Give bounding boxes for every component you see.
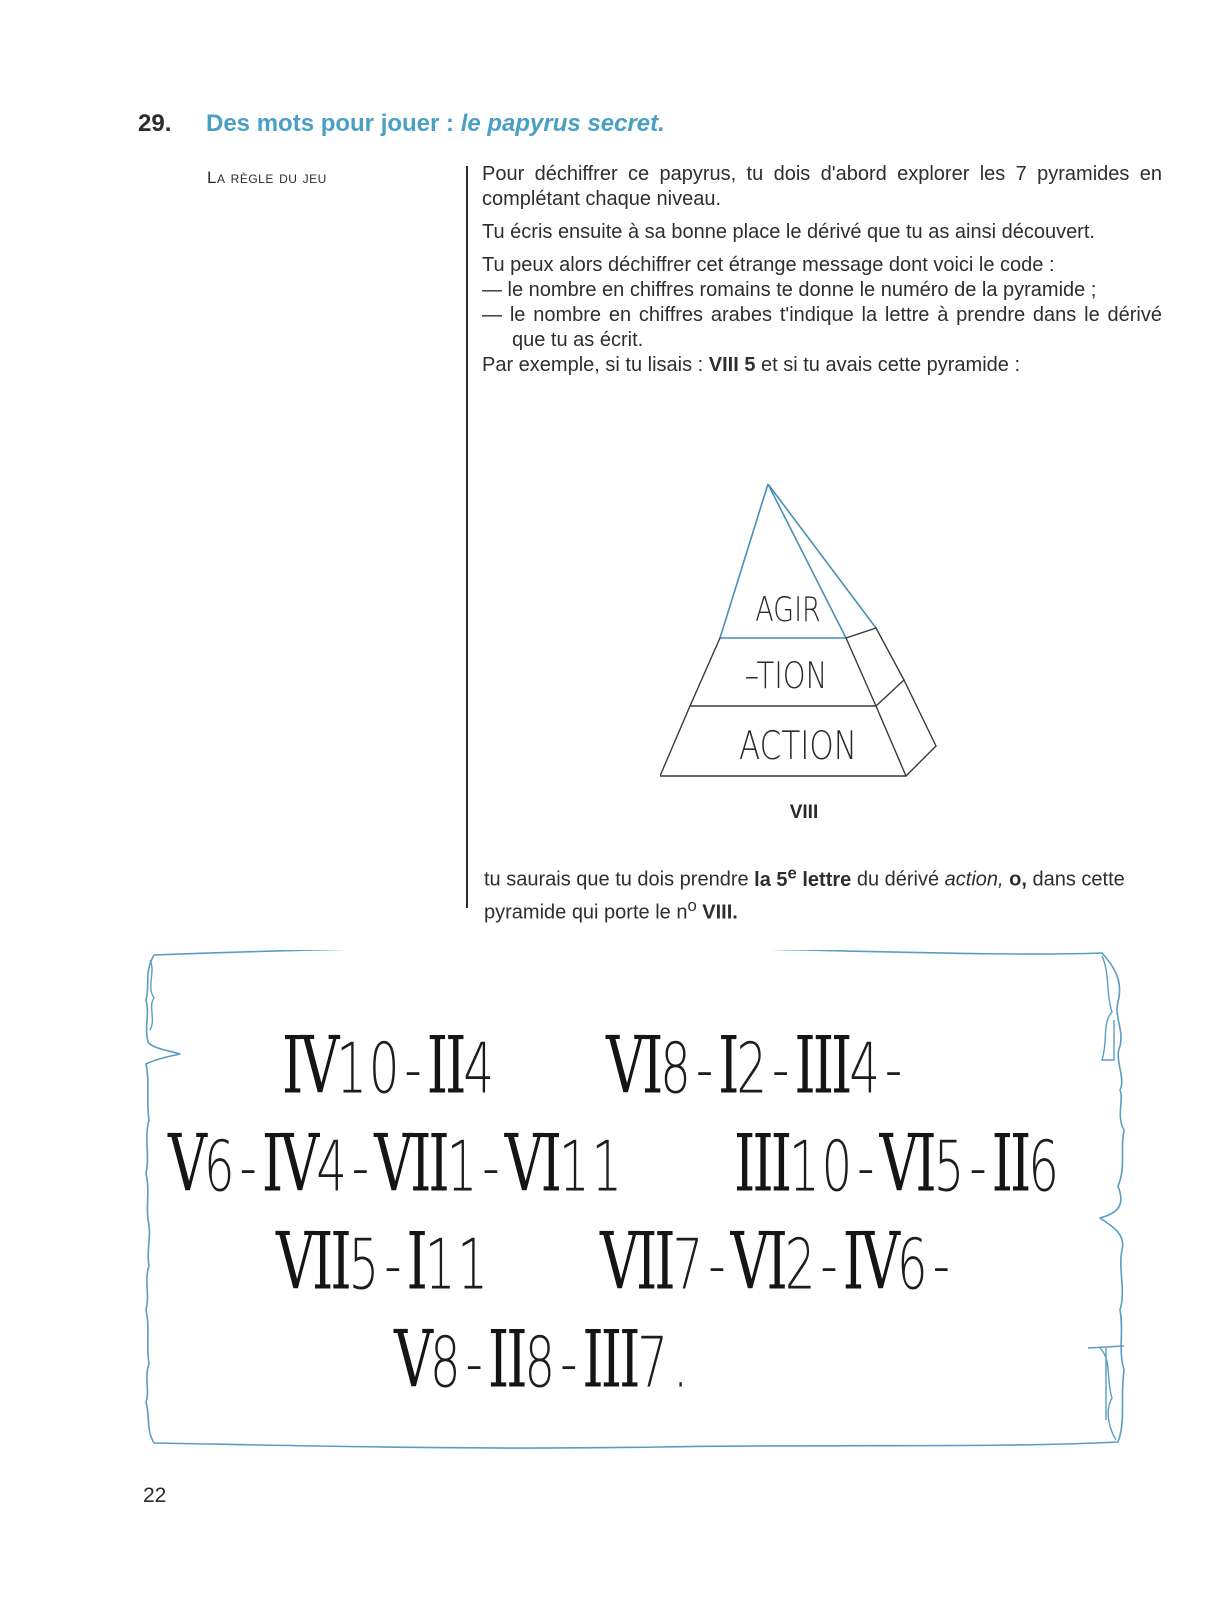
conclusion-answer-letter: o, [1003,868,1027,891]
roman-numeral: VI [879,1118,934,1210]
code-separator: - [772,1028,792,1110]
arabic-number: 4 [316,1126,349,1208]
pyramid-level-top: AGIR [755,591,821,630]
arabic-number: 6 [1028,1126,1061,1208]
conclusion-text [484,860,1164,925]
code-separator: - [482,1126,502,1208]
pyramid-level-bottom: ACTION [739,723,857,769]
arabic-number: 11 [424,1224,490,1306]
code-separator: - [695,1028,716,1110]
page-number: 22 [143,1484,167,1507]
roman-numeral: IV [842,1216,898,1308]
roman-numeral: V [394,1314,430,1406]
roman-numeral: I [406,1216,425,1308]
papyrus-torn-edge-left [150,960,154,1030]
roman-numeral: IV [282,1020,337,1112]
arabic-number: 10 [789,1126,855,1208]
rules-bullet-2: — le nombre en chiffres arabes t'indique la lettre à prendre dans le dérivé que tu as écrit. [482,304,1162,351]
conclusion-number-sign: o [687,895,697,915]
roman-numeral: II [487,1314,525,1406]
code-line-4 [394,1314,693,1405]
roman-numeral: IV [261,1118,317,1210]
code-line-2 [168,1118,1061,1209]
arabic-number: 5 [348,1224,382,1306]
arabic-number: 4 [849,1028,882,1110]
code-separator: - [560,1322,580,1404]
conclusion-derived-word: action, [944,868,1004,891]
conclusion-part-3: dans cette pyramide qui porte le n [484,868,1125,924]
code-separator: - [820,1224,840,1306]
conclusion-pyramid-number: VIII. [696,901,738,924]
roman-numeral: II [426,1020,464,1112]
example-intro: Par exemple, si tu lisais : [482,354,709,376]
code-separator: . [672,1322,691,1404]
roman-numeral: VII [599,1216,673,1308]
rules-paragraph-3: Tu peux alors déchiffrer cet étrange message dont voici le code : [482,254,1055,276]
code-separator: - [239,1126,259,1208]
rules-text [482,162,1162,386]
rules-paragraph-2: Tu écris ensuite à sa bonne place le dérivé que tu as ainsi découvert. [482,221,1095,243]
roman-numeral: II [991,1118,1029,1210]
code-separator: - [384,1224,404,1306]
conclusion-superscript: e [787,863,797,882]
rules-paragraph-1: Pour déchiffrer ce papyrus, tu dois d'abord explorer les 7 pyramides en complétant chaque niveau. [482,163,1162,210]
roman-numeral: III [794,1020,850,1112]
conclusion-part-1: tu saurais que tu dois prendre [484,868,755,891]
arabic-number: 11 [558,1126,625,1208]
code-separator: - [932,1224,952,1306]
code-separator: - [351,1126,372,1208]
conclusion-fifth: la 5 [754,868,788,891]
example-pyramid [660,484,960,824]
code-line-3 [276,1216,955,1307]
code-line-1 [282,1020,907,1111]
arabic-number: 2 [736,1028,770,1110]
arabic-number: 6 [204,1126,237,1208]
roman-numeral: V [168,1118,204,1210]
rules-example [482,353,1162,378]
arabic-number: 8 [524,1322,558,1404]
roman-numeral: VI [605,1020,661,1112]
roman-numeral: III [582,1314,638,1406]
example-outro: et si tu avais cette pyramide : [755,354,1021,376]
papyrus-curl-bottom-right [1088,1346,1124,1440]
exercise-title-italic: le papyrus secret. [460,110,665,137]
code-separator: - [884,1028,905,1110]
column-divider [466,166,468,908]
code-separator: - [465,1322,485,1404]
roman-numeral: VI [504,1118,559,1210]
conclusion-part-2: du dérivé [851,868,945,891]
code-separator: - [708,1224,728,1306]
roman-numeral: I [718,1020,737,1112]
arabic-number: 7 [672,1224,706,1306]
arabic-number: 2 [784,1224,818,1306]
arabic-number: 1 [446,1126,480,1208]
pyramid-number: VIII [789,802,819,823]
arabic-number: 7 [637,1322,670,1404]
papyrus-curl-top-right [1102,956,1114,1060]
exercise-title-text: Des mots pour jouer : [206,110,461,137]
roman-numeral: VII [276,1216,349,1308]
exercise-number: 29. [138,110,172,137]
pyramid-level-middle: –TION [744,654,828,697]
arabic-number: 6 [897,1224,930,1306]
roman-numeral: VI [730,1216,785,1308]
exercise-title [206,110,665,138]
code-separator: - [969,1126,989,1208]
code-separator: - [857,1126,877,1208]
example-code: VIII 5 [708,354,756,376]
roman-numeral: III [734,1118,790,1210]
conclusion-letter: lettre [796,868,852,891]
arabic-number: 8 [660,1028,693,1110]
arabic-number: 5 [933,1126,967,1208]
roman-numeral: VII [374,1118,447,1210]
arabic-number: 8 [430,1322,463,1404]
rule-label: La règle du jeu [207,168,327,187]
conclusion-bold-1 [754,863,852,891]
code-separator: - [404,1028,424,1110]
arabic-number: 4 [463,1028,496,1110]
rules-bullet-1: — le nombre en chiffres romains te donne le numéro de la pyramide ; [482,279,1097,301]
arabic-number: 10 [336,1028,402,1110]
